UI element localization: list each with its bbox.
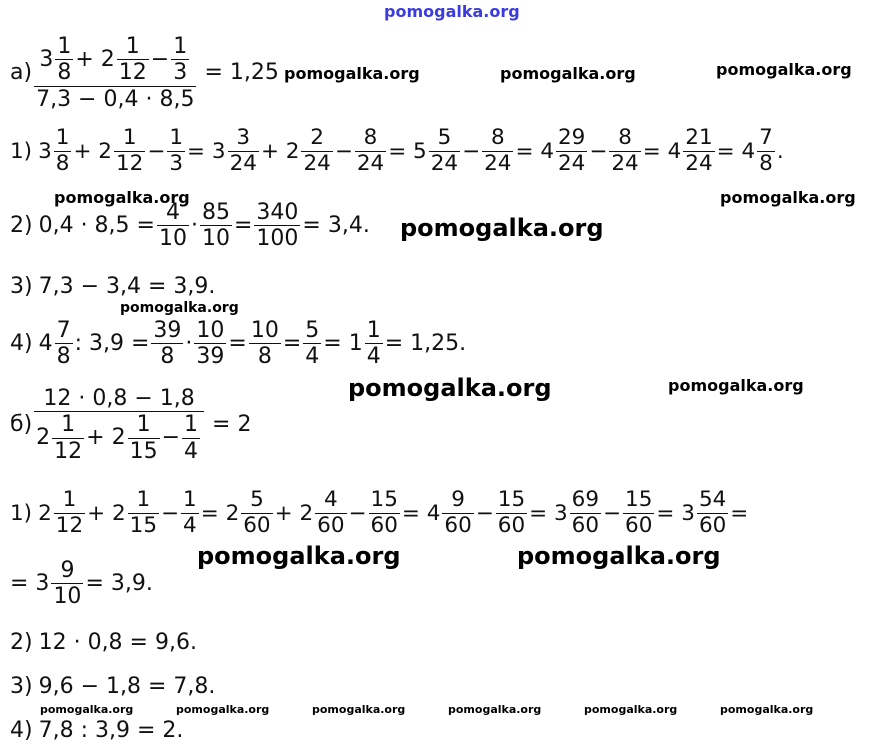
math-term: = 4 xyxy=(401,500,441,526)
watermark: pomogalka.org xyxy=(348,374,552,402)
fraction: $\frac{8}{24}$ xyxy=(611,125,639,176)
math-term: 3 xyxy=(38,138,52,164)
math-term: = 4 xyxy=(716,138,756,164)
fraction: $\frac{7}{8}$ xyxy=(759,125,773,176)
part-b-big-fraction: 12 · 0,8 − 1,8 2 $\frac{1}{12}$ + 2 $\frac{1}{15}$ − $\frac{1}{4}$ xyxy=(34,386,204,464)
watermark: pomogalka.org xyxy=(40,703,134,716)
fraction: $\frac{15}{60}$ xyxy=(625,487,653,538)
watermark: pomogalka.org xyxy=(448,703,542,716)
watermark: pomogalka.org xyxy=(720,188,856,207)
part-a-step-4: 4) 4 $\frac{7}{8}$ : 3,9 = $\frac{39}{8}$ · $\frac{10}{39}$ = $\frac{10}{8}$ = $\frac{5}{4}$ = 1 $\frac{1}{4}$ = 1,25. xyxy=(10,318,467,370)
part-b-step-4: 4) 7,8 : 3,9 = 2. xyxy=(10,718,184,743)
math-term: + 2 xyxy=(87,500,126,526)
math-term: − xyxy=(161,500,180,526)
watermark: pomogalka.org xyxy=(197,542,401,570)
part-a-step-1 xyxy=(10,126,784,176)
fraction: $\frac{2}{24}$ xyxy=(303,125,331,176)
math-term: − xyxy=(334,138,353,164)
step-label: 1) xyxy=(10,138,33,164)
fraction: $\frac{5}{60}$ xyxy=(243,487,271,538)
watermark-top: pomogalka.org xyxy=(384,2,520,21)
math-term: − xyxy=(603,500,622,526)
math-term: − xyxy=(348,500,367,526)
fraction: $\frac{9}{10}$ xyxy=(53,558,82,610)
fraction: $\frac{1}{15}$ xyxy=(129,487,158,538)
math-term: = 2 xyxy=(200,500,240,526)
watermark: pomogalka.org xyxy=(716,60,852,79)
part-b-result: = 2 xyxy=(212,412,252,438)
fraction: $\frac{54}{60}$ xyxy=(698,487,727,538)
part-b-step-1-continued xyxy=(10,558,153,610)
watermark: pomogalka.org xyxy=(284,64,420,83)
part-b-numerator: 12 · 0,8 − 1,8 xyxy=(43,386,195,411)
math-term: = 4 xyxy=(515,138,554,164)
fraction: $\frac{1}{4}$ xyxy=(183,487,197,538)
fraction: $\frac{8}{24}$ xyxy=(356,125,385,176)
watermark: pomogalka.org xyxy=(720,703,814,716)
math-term: = 3 xyxy=(656,500,695,526)
math-term: = 3,9. xyxy=(85,571,153,597)
fraction: $\frac{1}{12}$ xyxy=(55,487,84,538)
part-b-step-2: 2) 12 · 0,8 = 9,6. xyxy=(10,630,197,655)
fraction: $\frac{15}{60}$ xyxy=(497,487,526,538)
part-a-denominator: 7,3 − 0,4 · 8,5 xyxy=(36,86,195,112)
math-term: − xyxy=(589,138,608,164)
math-term: + 2 xyxy=(73,138,112,164)
fraction: $\frac{4}{60}$ xyxy=(317,487,345,538)
part-b-expression xyxy=(10,386,251,464)
math-term: = xyxy=(730,500,749,526)
part-a-result: = 1,25 xyxy=(204,60,279,86)
watermark: pomogalka.org xyxy=(54,188,190,207)
watermark: pomogalka.org xyxy=(120,300,239,316)
math-term: + 2 xyxy=(274,500,314,526)
fraction: $\frac{1}{3}$ xyxy=(169,125,184,176)
math-term: − xyxy=(475,500,494,526)
fraction: $\frac{15}{60}$ xyxy=(370,487,398,538)
watermark: pomogalka.org xyxy=(584,703,678,716)
watermark: pomogalka.org xyxy=(312,703,406,716)
fraction: $\frac{1}{12}$ xyxy=(115,125,144,176)
fraction: $\frac{1}{8}$ xyxy=(55,125,70,176)
part-b-step-3: 3) 9,6 − 1,8 = 7,8. xyxy=(10,674,216,699)
fraction: $\frac{5}{24}$ xyxy=(430,125,459,176)
fraction: $\frac{21}{24}$ xyxy=(685,125,713,176)
fraction: $\frac{9}{60}$ xyxy=(444,487,472,538)
part-a-step-3: 3) 7,3 − 3,4 = 3,9. xyxy=(10,274,216,299)
part-a-expression xyxy=(10,34,279,112)
math-term: − xyxy=(147,138,166,164)
part-a-label: а) xyxy=(10,60,33,86)
fraction: $\frac{8}{24}$ xyxy=(484,125,512,176)
fraction: $\frac{3}{24}$ xyxy=(229,125,257,176)
math-term: . xyxy=(776,138,784,164)
part-b-label: б) xyxy=(10,412,33,438)
watermark: pomogalka.org xyxy=(500,64,636,83)
watermark: pomogalka.org xyxy=(176,703,270,716)
part-a-big-fraction: 3 $\frac{1}{8}$ + 2 $\frac{1}{12}$ − $\frac{1}{3}$ 7,3 − 0,4 · 8,5 xyxy=(36,34,195,112)
math-term: 2 xyxy=(38,500,52,526)
watermark: pomogalka.org xyxy=(668,376,804,395)
math-term: = 3 xyxy=(187,138,226,164)
math-term: + 2 xyxy=(260,138,300,164)
part-b-step-1 xyxy=(10,488,748,538)
fraction: $\frac{69}{60}$ xyxy=(571,487,600,538)
math-term: = 3 xyxy=(529,500,568,526)
math-term: = 5 xyxy=(388,138,427,164)
watermark: pomogalka.org xyxy=(517,542,721,570)
math-term: = 4 xyxy=(642,138,682,164)
math-term: − xyxy=(462,138,481,164)
part-a-step-2: 2) 0,4 · 8,5 = $\frac{4}{10}$ · $\frac{85}{10}$ = $\frac{340}{100}$ = 3,4. xyxy=(10,200,370,252)
math-term: = 3 xyxy=(10,571,50,597)
fraction: $\frac{29}{24}$ xyxy=(558,125,586,176)
watermark: pomogalka.org xyxy=(400,214,604,242)
step-label: 1) xyxy=(10,500,33,526)
